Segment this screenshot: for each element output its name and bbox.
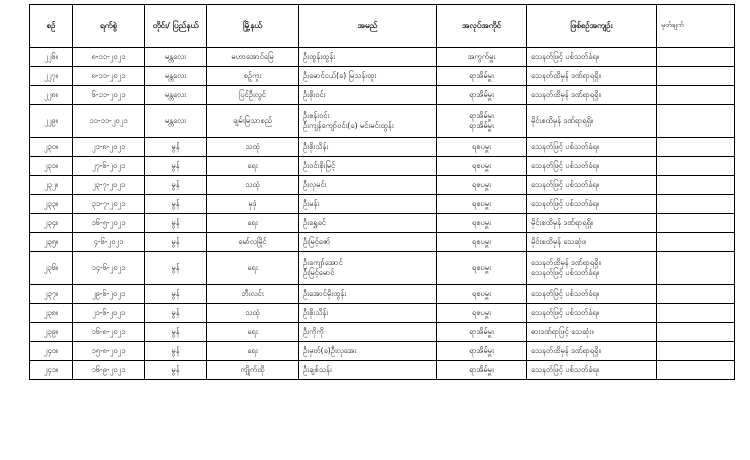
cell-name <box>299 285 437 304</box>
table-row <box>30 48 735 67</box>
table-row <box>30 233 735 252</box>
cell-kind <box>437 48 527 67</box>
cell-region: မွန် <box>145 252 207 285</box>
cell-kind <box>437 67 527 86</box>
cell-cause <box>527 304 657 323</box>
cell-town: ရေး <box>207 342 299 361</box>
cell-remark <box>657 304 735 323</box>
cell-cause <box>527 157 657 176</box>
cell-date: ၂၇-၆-၂၀၂၁ <box>73 157 145 176</box>
cell-date: ၈-၁၁-၂၀၂၁ <box>73 67 145 86</box>
cell-date: ၁၆-၉-၂၀၂၁ <box>73 361 145 380</box>
cell-town: ရေး <box>207 157 299 176</box>
cell-no: ၂၄၀။ <box>30 342 73 361</box>
cell-name-line: ဦးဝင်းစိုးမြင့် <box>303 161 336 170</box>
cell-town: သထုံ <box>207 304 299 323</box>
header-remark: မှတ်ချက် <box>657 5 735 48</box>
table-row <box>30 176 735 195</box>
cell-no: ၂၃၇။ <box>30 285 73 304</box>
cell-name-line: ဦးကိုကို <box>303 327 324 336</box>
cell-no: ၂၃၅။ <box>30 233 73 252</box>
cell-kind-line: ရာအိမ်မှူး <box>469 71 494 80</box>
cell-no: ၂၃၂။ <box>30 176 73 195</box>
cell-cause-line: သေနတ်ဖြင့် ပစ်သတ်ခံရ။ <box>531 268 600 277</box>
cell-cause-line: ဓားဒဏ်ရာဖြင့် သေဆုံး။ <box>531 327 594 336</box>
cell-town: ပြင်ဦးလွင် <box>207 86 299 105</box>
table-row <box>30 195 735 214</box>
cell-town: မဟာအောင်မြေ <box>207 48 299 67</box>
cell-kind-line: ရစပမှူး <box>472 289 491 298</box>
cell-remark <box>657 323 735 342</box>
cell-name <box>299 323 437 342</box>
cell-remark <box>657 195 735 214</box>
cell-date: ၂၁-၆-၂၀၂၁ <box>73 304 145 323</box>
table-row <box>30 157 735 176</box>
cell-region: မွန် <box>145 304 207 323</box>
cell-cause-line: မိုင်းစထိမှန် ဒဏ်ရာရရှိ။ <box>531 218 594 227</box>
cell-cause-line: သေနတ်ဖြင့် ပစ်သတ်ခံရ။ <box>531 52 600 61</box>
cell-cause-line: သေနတ်ထိမှန် ဒဏ်ရာရရှိ။ <box>531 71 601 80</box>
cell-date: ၂၃-၇-၂၀၂၁ <box>73 176 145 195</box>
cell-cause-line: မိုင်းစထိမှန် သေဆုံး။ <box>531 237 586 246</box>
cell-name-line: ဦးအောင်မိုးထွန်း <box>303 289 347 298</box>
cell-town: ချမ်းမြသာစည် <box>207 105 299 138</box>
table-row <box>30 285 735 304</box>
cell-name-line: ဦးကျန်ကျော်ဝင်း(ခ) မင်းမင်းထွန်း <box>303 121 394 130</box>
cell-cause <box>527 252 657 285</box>
cell-region: မန္တလေး <box>145 67 207 86</box>
table-row <box>30 323 735 342</box>
cell-town: ရေး <box>207 323 299 342</box>
cell-kind <box>437 214 527 233</box>
cell-kind-line: ရာအိမ်မှူး <box>469 90 494 99</box>
cell-no: ၂၂၈။ <box>30 86 73 105</box>
cell-name <box>299 304 437 323</box>
cell-name-line: ဦးကျော်အောင် <box>303 258 343 267</box>
cell-kind-line: ရစပမှူး <box>472 218 491 227</box>
cell-remark <box>657 105 735 138</box>
cell-region: မွန် <box>145 323 207 342</box>
cell-cause <box>527 285 657 304</box>
cell-town: မုဒုံ <box>207 195 299 214</box>
cell-date: ၆-၁၁-၂၀၂၁ <box>73 86 145 105</box>
cell-kind-line: ရစပမှူး <box>472 161 491 170</box>
cell-date: ၁၆-၅-၂၀၂၁ <box>73 214 145 233</box>
cell-name-line: ဦးမောင်ငယ်(ခ) မြသန်းထူး <box>303 71 377 80</box>
cell-town: ရေး <box>207 214 299 233</box>
cell-cause-line: သေနတ်ထိမှန် ဒဏ်ရာရရှိ။ <box>531 258 601 267</box>
cell-no: ၂၂၆။ <box>30 48 73 67</box>
cell-no: ၂၂၉။ <box>30 105 73 138</box>
cell-remark <box>657 361 735 380</box>
table-row <box>30 361 735 380</box>
header-name: အမည် <box>299 5 437 48</box>
cell-region: မွန် <box>145 176 207 195</box>
header-town: မြို့နယ် <box>207 5 299 48</box>
table-row <box>30 252 735 285</box>
cell-remark <box>657 48 735 67</box>
cell-name <box>299 214 437 233</box>
cell-cause <box>527 361 657 380</box>
cell-date: ၁၄-၆-၂၀၂၁ <box>73 252 145 285</box>
cell-region: မွန် <box>145 342 207 361</box>
cell-no: ၂၃၈။ <box>30 304 73 323</box>
cell-cause-line: သေနတ်ဖြင့် ပစ်သတ်ခံရ။ <box>531 180 600 189</box>
cell-name <box>299 361 437 380</box>
cell-kind-line: ရာအိမ်မှူး <box>469 327 494 336</box>
cell-cause <box>527 342 657 361</box>
cell-kind-line: အကွက်မှူး <box>467 52 496 61</box>
cell-remark <box>657 214 735 233</box>
cell-cause <box>527 105 657 138</box>
cell-cause <box>527 138 657 157</box>
cell-name <box>299 105 437 138</box>
cell-region: မွန် <box>145 214 207 233</box>
table-row <box>30 342 735 361</box>
cell-no: ၂၄၁။ <box>30 361 73 380</box>
cell-town: သထုံ <box>207 138 299 157</box>
cell-cause-line: သေနတ်ဖြင့် ပစ်သတ်ခံရ။ <box>531 199 600 208</box>
cell-name-line: ဦးမန်း <box>303 199 320 208</box>
cell-town: ကျိုက်ထို <box>207 361 299 380</box>
cell-no: ၂၃၄။ <box>30 214 73 233</box>
cell-cause-line: မိုင်းစထိမှန် ဒဏ်ရာရရှိ။ <box>531 116 594 125</box>
cell-region: မွန် <box>145 138 207 157</box>
cell-date: ၁၅-၈-၂၀၂၁ <box>73 342 145 361</box>
cell-name-line: ဦးမြင့်ဇော် <box>303 237 331 246</box>
cell-cause <box>527 67 657 86</box>
cell-region: မန္တလေး <box>145 86 207 105</box>
cell-name-line: ဦးမြင့်မောင် <box>303 268 335 277</box>
cell-name <box>299 252 437 285</box>
cell-name <box>299 86 437 105</box>
cell-remark <box>657 233 735 252</box>
cell-kind-line: ရစပမှူး <box>472 263 491 272</box>
cell-town: မော်လမြိုင် <box>207 233 299 252</box>
incident-table <box>29 4 735 380</box>
cell-cause <box>527 214 657 233</box>
cell-region: မွန် <box>145 361 207 380</box>
cell-name-line: ဦးစိုးသိန်း <box>303 142 329 151</box>
header-kind: အလုပ်အကိုင် <box>437 5 527 48</box>
cell-remark <box>657 138 735 157</box>
cell-date: ၂၁-၈-၂၀၂၁ <box>73 138 145 157</box>
cell-remark <box>657 67 735 86</box>
header-no: စဉ် <box>30 5 73 48</box>
cell-region: မွန် <box>145 233 207 252</box>
cell-region: မွန် <box>145 285 207 304</box>
cell-name <box>299 195 437 214</box>
cell-cause-line: သေနတ်ဖြင့် ပစ်သတ်ခံရ။ <box>531 161 600 170</box>
table-row <box>30 67 735 86</box>
cell-kind <box>437 342 527 361</box>
cell-date: ၁၁-၁၁-၂၀၂၁ <box>73 105 145 138</box>
cell-cause <box>527 48 657 67</box>
cell-region: မွန် <box>145 195 207 214</box>
cell-name-line: ဦးစိုးသိန်း <box>303 308 329 317</box>
cell-no: ၂၃၀။ <box>30 138 73 157</box>
table-row <box>30 214 735 233</box>
table-row <box>30 304 735 323</box>
cell-region: မန္တလေး <box>145 48 207 67</box>
cell-cause-line: သေနတ်ဖြင့် ပစ်သတ်ခံရ။ <box>531 365 600 374</box>
cell-cause <box>527 233 657 252</box>
cell-town: ရေး <box>207 252 299 285</box>
cell-kind-line: ရာအိမ်မှူး <box>469 346 494 355</box>
cell-name <box>299 157 437 176</box>
cell-cause <box>527 323 657 342</box>
cell-remark <box>657 157 735 176</box>
cell-town: စဉ့်ကူး <box>207 67 299 86</box>
document-page <box>29 4 735 380</box>
cell-region: မန္တလေး <box>145 105 207 138</box>
cell-kind <box>437 285 527 304</box>
cell-kind <box>437 157 527 176</box>
header-cause: ဖြစ်စဉ်အကျဉ်း <box>527 5 657 48</box>
cell-kind <box>437 86 527 105</box>
cell-remark <box>657 252 735 285</box>
cell-kind <box>437 105 527 138</box>
cell-name <box>299 233 437 252</box>
cell-kind-line: ရစပမှူး <box>472 180 491 189</box>
cell-kind-line: ရစပမှူး <box>472 142 491 151</box>
cell-kind <box>437 195 527 214</box>
cell-date: ၁၆-၈-၂၀၂၁ <box>73 323 145 342</box>
cell-name <box>299 67 437 86</box>
cell-cause <box>527 86 657 105</box>
cell-name-line: ဦးစန်းဝင်း <box>303 111 330 120</box>
cell-name-line: ဦးလှမင်း <box>303 180 327 189</box>
cell-region: မွန် <box>145 157 207 176</box>
cell-kind <box>437 138 527 157</box>
cell-kind-line: ရာအိမ်မှူး <box>469 121 494 130</box>
cell-date: ၃၁-၇-၂၀၂၁ <box>73 195 145 214</box>
cell-name-line: ဦးရွှေခင် <box>303 218 326 227</box>
cell-kind-line: ရစပမှူး <box>472 199 491 208</box>
cell-name-line: ဦးထွန်းထွန်း <box>303 52 336 61</box>
cell-kind <box>437 304 527 323</box>
cell-cause-line: သေနတ်ထိမှန် ဒဏ်ရာရရှိ။ <box>531 346 601 355</box>
cell-cause-line: သေနတ်ဖြင့် ပစ်သတ်ခံရ။ <box>531 289 600 298</box>
cell-name-line: ဦးချစ်သန်း <box>303 365 332 374</box>
cell-kind-line: ရာအိမ်မှူး <box>469 111 494 120</box>
table-body <box>30 48 735 380</box>
table-row <box>30 138 735 157</box>
cell-kind <box>437 252 527 285</box>
cell-kind-line: ရစပမှူး <box>472 308 491 317</box>
cell-no: ၂၃၉။ <box>30 323 73 342</box>
cell-no: ၂၃၃။ <box>30 195 73 214</box>
table-row <box>30 105 735 138</box>
cell-kind <box>437 361 527 380</box>
cell-name-line: ဦးစိုးဝင်း <box>303 90 326 99</box>
cell-cause <box>527 176 657 195</box>
table-header-row <box>30 5 735 48</box>
cell-town: ဘီးလင်း <box>207 285 299 304</box>
cell-kind <box>437 233 527 252</box>
cell-remark <box>657 342 735 361</box>
cell-no: ၂၃၁။ <box>30 157 73 176</box>
table-row <box>30 86 735 105</box>
cell-name <box>299 342 437 361</box>
cell-cause-line: သေနတ်ဖြင့် ပစ်သတ်ခံရ။ <box>531 308 600 317</box>
cell-name <box>299 176 437 195</box>
cell-remark <box>657 176 735 195</box>
cell-date: ၂၉-၆-၂၀၂၁ <box>73 285 145 304</box>
cell-name <box>299 138 437 157</box>
cell-remark <box>657 285 735 304</box>
cell-name-line: ဦးမှတ်(ခ)ဦးလှအေး <box>303 346 357 355</box>
cell-kind <box>437 323 527 342</box>
cell-date: ၄-၆-၂၀၂၁ <box>73 233 145 252</box>
cell-no: ၂၃၆။ <box>30 252 73 285</box>
cell-date: ၈-၁၁-၂၀၂၁ <box>73 48 145 67</box>
cell-kind <box>437 176 527 195</box>
cell-town: သထုံ <box>207 176 299 195</box>
cell-cause-line: သေနတ်ဖြင့် ပစ်သတ်ခံရ။ <box>531 142 600 151</box>
cell-kind-line: ရာအိမ်မှူး <box>469 365 494 374</box>
cell-cause <box>527 195 657 214</box>
cell-kind-line: ရစပမှူး <box>472 237 491 246</box>
cell-name <box>299 48 437 67</box>
header-region: တိုင်း/ ပြည်နယ် <box>145 5 207 48</box>
cell-cause-line: သေနတ်ထိမှန် ဒဏ်ရာရရှိ။ <box>531 90 601 99</box>
cell-no: ၂၂၇။ <box>30 67 73 86</box>
cell-remark <box>657 86 735 105</box>
header-date: ရက်စွဲ <box>73 5 145 48</box>
